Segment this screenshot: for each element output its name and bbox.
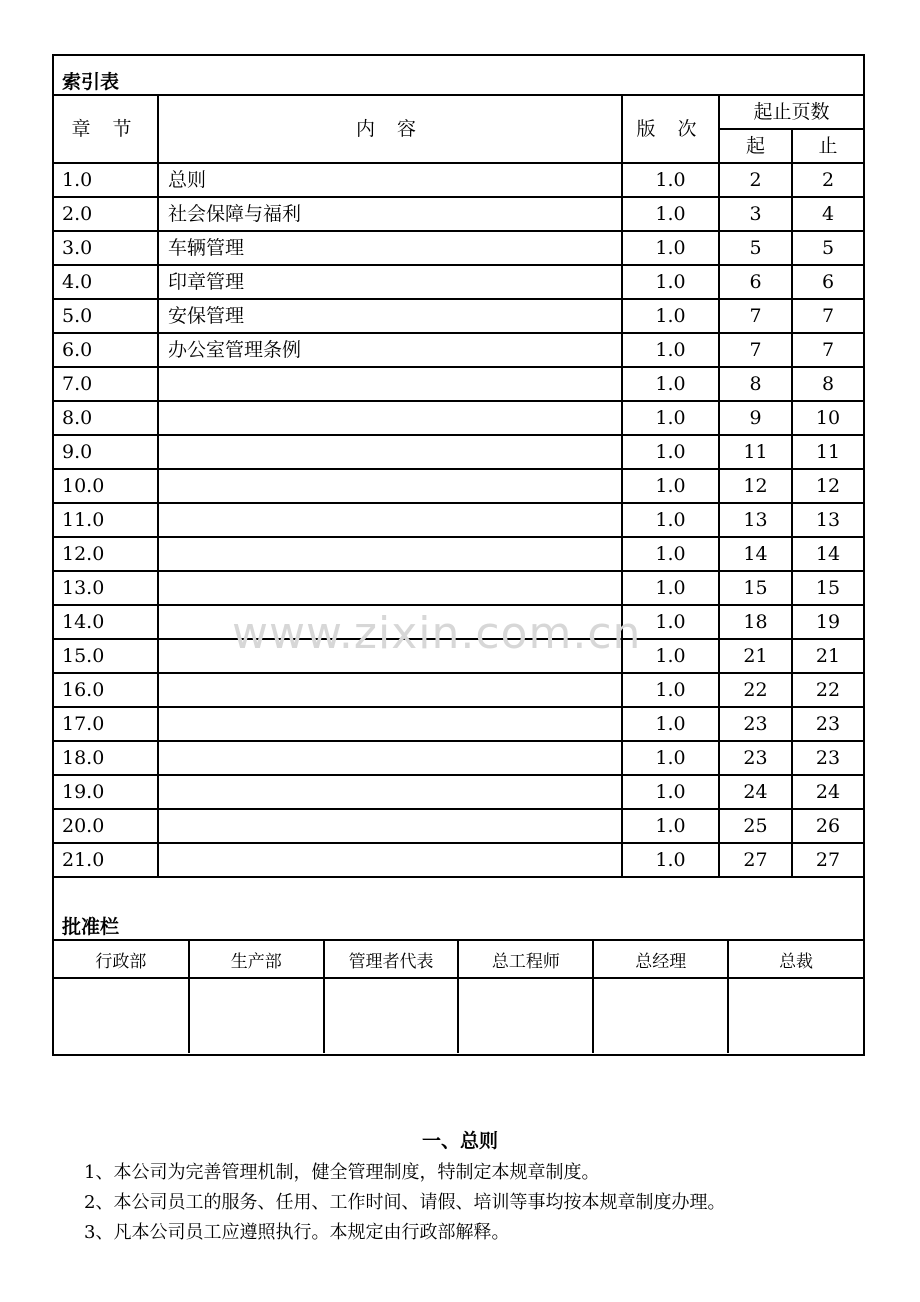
row-version: 1.0 (622, 571, 719, 605)
row-start-page: 14 (719, 537, 792, 571)
row-start-page: 18 (719, 605, 792, 639)
row-version: 1.0 (622, 741, 719, 775)
row-start-page: 15 (719, 571, 792, 605)
row-content (158, 639, 622, 673)
row-start-page: 7 (719, 333, 792, 367)
table-row (54, 741, 863, 775)
row-content (158, 605, 622, 639)
approval-title-cell (54, 901, 863, 941)
row-content (158, 775, 622, 809)
table-row (54, 299, 863, 333)
row-start-page: 25 (719, 809, 792, 843)
row-end-page: 8 (792, 367, 863, 401)
approval-signature-cell (189, 978, 324, 1053)
row-end-page: 19 (792, 605, 863, 639)
row-start-page: 24 (719, 775, 792, 809)
row-section: 7.0 (54, 367, 158, 401)
row-version: 1.0 (622, 435, 719, 469)
approval-signature-cell (593, 978, 728, 1053)
row-content (158, 537, 622, 571)
table-row (54, 571, 863, 605)
row-content (158, 469, 622, 503)
index-title: 索引表 (62, 71, 120, 93)
table-row (54, 639, 863, 673)
index-table-body (54, 163, 863, 877)
row-section: 5.0 (54, 299, 158, 333)
row-content (158, 435, 622, 469)
row-end-page: 21 (792, 639, 863, 673)
index-document (52, 54, 865, 1056)
row-version: 1.0 (622, 537, 719, 571)
watermark: www.zixin.com.cn (232, 608, 642, 659)
general-heading: 一、总则 (421, 1130, 498, 1152)
approval-signature-cell (54, 978, 189, 1053)
row-start-page: 8 (719, 367, 792, 401)
header-start: 起 (719, 129, 792, 163)
row-start-page: 23 (719, 741, 792, 775)
table-row (54, 605, 863, 639)
row-start-page: 11 (719, 435, 792, 469)
row-version: 1.0 (622, 469, 719, 503)
row-content: 社会保障与福利 (158, 197, 622, 231)
table-row (54, 367, 863, 401)
row-content (158, 503, 622, 537)
row-version: 1.0 (622, 605, 719, 639)
header-version: 版 次 (622, 96, 719, 163)
row-end-page: 22 (792, 673, 863, 707)
row-section: 19.0 (54, 775, 158, 809)
row-start-page: 23 (719, 707, 792, 741)
header-section: 章 节 (54, 96, 158, 163)
approval-title: 批准栏 (62, 916, 120, 938)
row-section: 10.0 (54, 469, 158, 503)
row-section: 6.0 (54, 333, 158, 367)
table-row (54, 333, 863, 367)
row-end-page: 14 (792, 537, 863, 571)
row-end-page: 2 (792, 163, 863, 197)
approval-col-production: 生产部 (189, 941, 324, 978)
table-row (54, 197, 863, 231)
row-version: 1.0 (622, 197, 719, 231)
row-end-page: 27 (792, 843, 863, 877)
table-row (54, 469, 863, 503)
row-section: 17.0 (54, 707, 158, 741)
row-start-page: 22 (719, 673, 792, 707)
header-pages: 起止页数 (719, 96, 863, 129)
row-start-page: 21 (719, 639, 792, 673)
row-section: 12.0 (54, 537, 158, 571)
general-paragraph-1: 1、本公司为完善管理机制，健全管理制度，特制定本规章制度。 (84, 1162, 600, 1183)
row-version: 1.0 (622, 231, 719, 265)
row-version: 1.0 (622, 333, 719, 367)
row-end-page: 5 (792, 231, 863, 265)
row-start-page: 7 (719, 299, 792, 333)
table-row (54, 775, 863, 809)
table-row (54, 537, 863, 571)
table-row (54, 265, 863, 299)
row-version: 1.0 (622, 843, 719, 877)
row-version: 1.0 (622, 809, 719, 843)
row-content (158, 401, 622, 435)
header-content: 内 容 (158, 96, 622, 163)
row-start-page: 9 (719, 401, 792, 435)
row-section: 1.0 (54, 163, 158, 197)
row-end-page: 12 (792, 469, 863, 503)
row-end-page: 11 (792, 435, 863, 469)
approval-signature-cell (458, 978, 593, 1053)
approval-col-general-manager: 总经理 (593, 941, 728, 978)
row-start-page: 27 (719, 843, 792, 877)
row-content: 安保管理 (158, 299, 622, 333)
row-section: 15.0 (54, 639, 158, 673)
row-content (158, 741, 622, 775)
table-row (54, 673, 863, 707)
row-end-page: 23 (792, 741, 863, 775)
row-end-page: 24 (792, 775, 863, 809)
table-row (54, 503, 863, 537)
row-version: 1.0 (622, 367, 719, 401)
row-start-page: 3 (719, 197, 792, 231)
row-content: 印章管理 (158, 265, 622, 299)
approval-table (54, 941, 863, 1053)
row-section: 9.0 (54, 435, 158, 469)
table-row (54, 809, 863, 843)
row-section: 21.0 (54, 843, 158, 877)
approval-signature-cell (728, 978, 863, 1053)
general-paragraph-2: 2、本公司员工的服务、任用、工作时间、请假、培训等事均按本规章制度办理。 (84, 1192, 726, 1213)
row-content: 办公室管理条例 (158, 333, 622, 367)
row-section: 16.0 (54, 673, 158, 707)
row-section: 11.0 (54, 503, 158, 537)
row-section: 4.0 (54, 265, 158, 299)
row-content (158, 673, 622, 707)
row-content (158, 809, 622, 843)
row-version: 1.0 (622, 401, 719, 435)
row-end-page: 15 (792, 571, 863, 605)
row-end-page: 4 (792, 197, 863, 231)
row-start-page: 5 (719, 231, 792, 265)
row-end-page: 10 (792, 401, 863, 435)
table-row (54, 707, 863, 741)
index-table (54, 96, 863, 878)
row-section: 14.0 (54, 605, 158, 639)
row-version: 1.0 (622, 299, 719, 333)
general-paragraph-3: 3、凡本公司员工应遵照执行。本规定由行政部解释。 (84, 1222, 510, 1243)
row-end-page: 23 (792, 707, 863, 741)
row-version: 1.0 (622, 775, 719, 809)
table-row (54, 435, 863, 469)
row-start-page: 6 (719, 265, 792, 299)
table-row (54, 843, 863, 877)
row-section: 13.0 (54, 571, 158, 605)
row-version: 1.0 (622, 163, 719, 197)
approval-col-president: 总裁 (728, 941, 863, 978)
row-content (158, 843, 622, 877)
approval-col-chief-engineer: 总工程师 (458, 941, 593, 978)
row-end-page: 13 (792, 503, 863, 537)
row-content (158, 571, 622, 605)
header-end: 止 (792, 129, 863, 163)
row-version: 1.0 (622, 707, 719, 741)
approval-signature-cell (324, 978, 459, 1053)
row-end-page: 7 (792, 299, 863, 333)
row-content (158, 707, 622, 741)
row-section: 20.0 (54, 809, 158, 843)
row-section: 3.0 (54, 231, 158, 265)
row-section: 8.0 (54, 401, 158, 435)
row-start-page: 2 (719, 163, 792, 197)
row-content: 总则 (158, 163, 622, 197)
row-start-page: 13 (719, 503, 792, 537)
approval-col-admin: 行政部 (54, 941, 189, 978)
row-version: 1.0 (622, 265, 719, 299)
row-content (158, 367, 622, 401)
row-end-page: 6 (792, 265, 863, 299)
row-content: 车辆管理 (158, 231, 622, 265)
index-title-cell (54, 56, 863, 96)
row-version: 1.0 (622, 639, 719, 673)
approval-col-mgmt-rep: 管理者代表 (324, 941, 459, 978)
row-version: 1.0 (622, 673, 719, 707)
table-row (54, 401, 863, 435)
row-end-page: 7 (792, 333, 863, 367)
row-version: 1.0 (622, 503, 719, 537)
row-end-page: 26 (792, 809, 863, 843)
row-section: 18.0 (54, 741, 158, 775)
table-row (54, 231, 863, 265)
row-start-page: 12 (719, 469, 792, 503)
table-row (54, 163, 863, 197)
row-section: 2.0 (54, 197, 158, 231)
